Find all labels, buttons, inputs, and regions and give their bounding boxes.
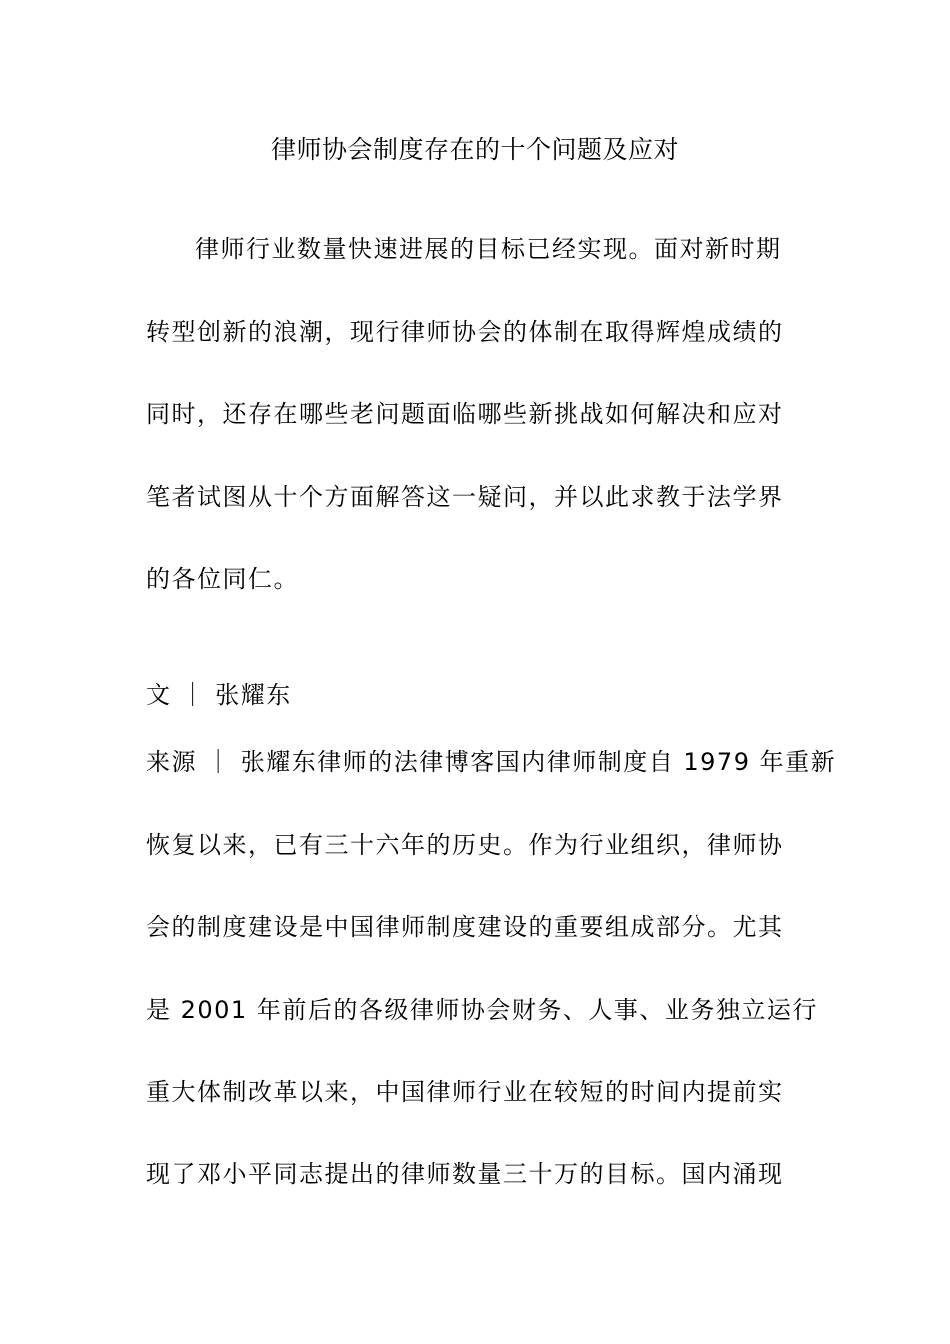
paragraph-line-2: 转型创新的浪潮，现行律师协会的体制在取得辉煌成绩的 xyxy=(146,318,784,346)
body-line-1: 恢复以来，已有三十六年的历史。作为行业组织，律师协 xyxy=(146,831,784,859)
body-line-4: 重大体制改革以来，中国律师行业在较短的时间内提前实 xyxy=(146,1078,784,1106)
body-line-5: 现了邓小平同志提出的律师数量三十万的目标。国内涌现 xyxy=(146,1160,784,1188)
author-line: 文 ｜ 张耀东 xyxy=(146,681,292,709)
paragraph-line-5: 的各位同仁。 xyxy=(146,565,299,593)
body-line-2: 会的制度建设是中国律师制度建设的重要组成部分。尤其 xyxy=(146,913,784,941)
source-line: 来源 ｜ 张耀东律师的法律博客国内律师制度自 1979 年重新 xyxy=(146,748,837,776)
paragraph-line-3: 同时，还存在哪些老问题面临哪些新挑战如何解决和应对 xyxy=(146,400,784,428)
paragraph-line-4: 笔者试图从十个方面解答这一疑问，并以此求教于法学界 xyxy=(146,483,784,511)
body-line-3: 是 2001 年前后的各级律师协会财务、人事、业务独立运行 xyxy=(146,996,818,1024)
document-title: 律师协会制度存在的十个问题及应对 xyxy=(270,135,679,164)
paragraph-line-1: 律师行业数量快速进展的目标已经实现。面对新时期 xyxy=(195,235,782,263)
